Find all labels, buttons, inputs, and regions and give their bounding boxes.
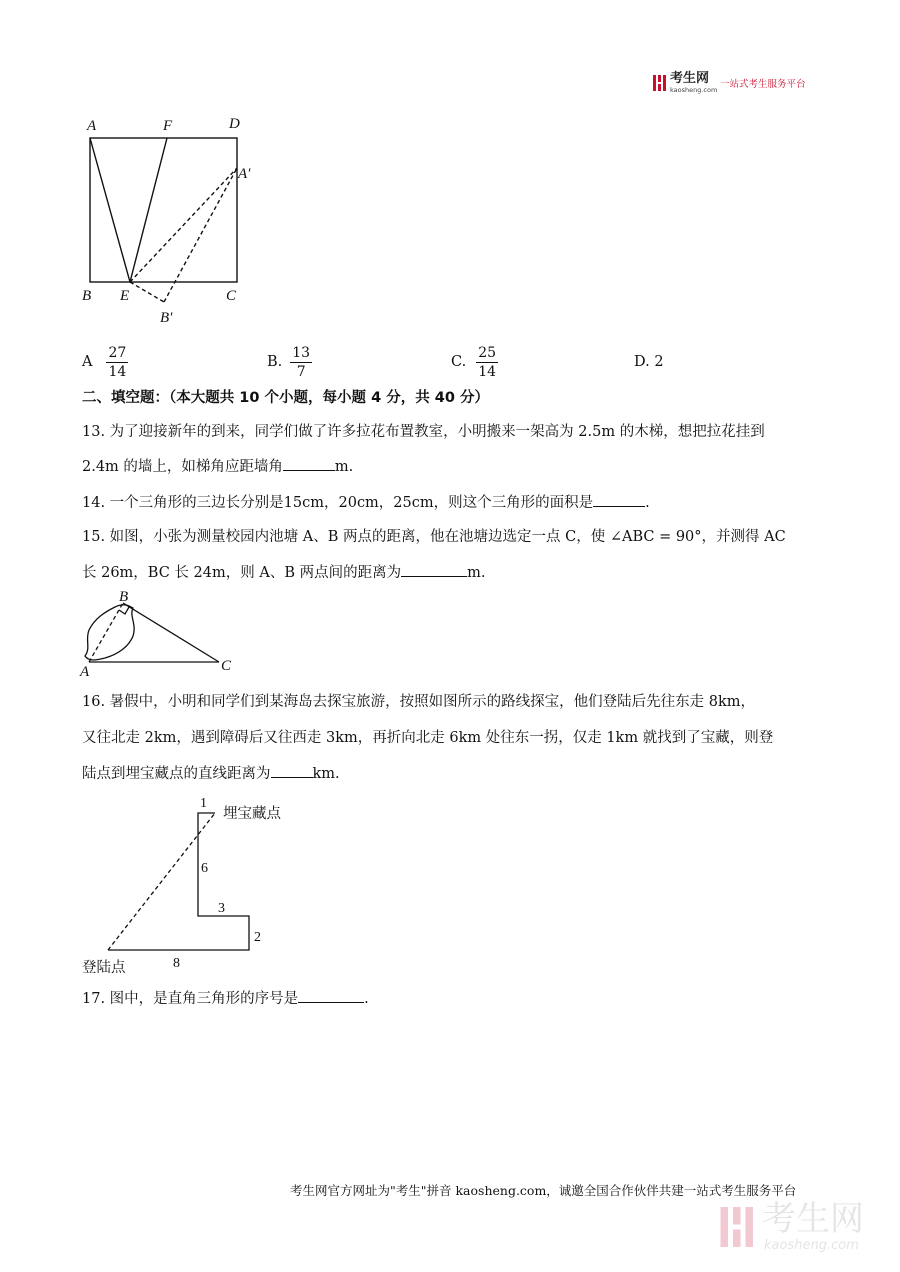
label-A: A: [87, 118, 97, 134]
route-label-treasure: 埋宝藏点: [223, 806, 281, 822]
figure-rectangle-fold: [75, 110, 275, 330]
q16-unit: km.: [312, 766, 340, 782]
q17-text: 17. 图中，是直角三角形的序号是: [82, 991, 299, 1007]
route-label-landing: 登陆点: [82, 960, 126, 976]
route-label-2: 2: [254, 930, 261, 945]
option-b-numerator: 13: [292, 344, 311, 361]
logo-url: kaosheng.com: [670, 86, 718, 94]
q13-line2-text: 2.4m 的墙上，如梯角应距墙角: [82, 459, 283, 475]
q13-answer-blank[interactable]: [283, 456, 335, 471]
label-A-prime: A′: [238, 166, 251, 182]
option-a-numerator: 27: [108, 344, 127, 361]
watermark: [718, 1200, 888, 1258]
option-c-numerator: 25: [478, 344, 497, 361]
option-b-denominator: 7: [296, 363, 306, 380]
label-E: E: [120, 288, 130, 304]
footer-text: 考生网官方网址为"考生"拼音 kaosheng.com，诚邀全国合作伙伴共建一站式考生服务平台: [290, 1183, 797, 1198]
route-label-3: 3: [218, 901, 225, 916]
q17-period: .: [364, 991, 369, 1007]
route-label-1: 1: [200, 796, 207, 811]
q16-line3: [82, 763, 340, 784]
label-C: C: [226, 288, 237, 304]
q15-answer-blank[interactable]: [401, 562, 467, 577]
option-d: D. 2: [634, 354, 664, 370]
option-b: [267, 340, 312, 384]
watermark-sub: kaosheng.com: [764, 1238, 859, 1253]
option-b-fraction: [290, 344, 312, 381]
q15-unit: m.: [467, 565, 486, 581]
q16-answer-blank[interactable]: [271, 763, 313, 778]
q16-line2: 又往北走 2km，遇到障碍后又往西走 3km，再折向北走 6km 处往东一拐，仅走 1km 就找到了宝藏，则登: [82, 730, 774, 746]
label-F: F: [163, 118, 173, 134]
q13-line2: [82, 456, 353, 477]
option-a-denominator: 14: [108, 363, 127, 380]
option-c-fraction: [476, 344, 498, 381]
route-label-8: 8: [173, 956, 180, 971]
q14-answer-blank[interactable]: [593, 492, 645, 507]
figure-treasure-route: [75, 790, 315, 980]
label-B: B: [82, 288, 92, 304]
watermark-logo-icon: [718, 1202, 758, 1256]
q15-line2-text: 长 26m，BC 长 24m，则 A、B 两点间的距离为: [82, 565, 402, 581]
option-a: [82, 340, 128, 384]
option-b-label: B.: [267, 354, 283, 370]
logo-tagline: 一站式考生服务平台: [720, 79, 806, 90]
pond-label-A: A: [80, 664, 90, 680]
label-D: D: [229, 116, 240, 132]
option-c-label: C.: [451, 354, 467, 370]
option-a-label: A: [82, 354, 93, 370]
q14-text: 14. 一个三角形的三边长分别是15cm，20cm，25cm，则这个三角形的面积是: [82, 495, 594, 511]
pond-label-C: C: [221, 658, 232, 674]
q13-line1: 13. 为了迎接新年的到来，同学们做了许多拉花布置教室，小明搬来一架高为 2.5m 的木梯，想把拉花挂到: [82, 424, 765, 440]
option-c-denominator: 14: [478, 363, 497, 380]
figure-pond: [75, 590, 245, 682]
label-B-prime: B′: [160, 310, 173, 326]
pond-label-B: B: [119, 590, 129, 605]
q15-line2: [82, 562, 485, 583]
q14-period: .: [645, 495, 650, 511]
section-heading: 二、填空题：（本大题共 10 个小题，每小题 4 分，共 40 分）: [82, 390, 489, 406]
q17-line: [82, 988, 369, 1009]
q16-line1: 16. 暑假中，小明和同学们到某海岛去探宝旅游，按照如图所示的路线探宝，他们登陆后先往东走 8km，: [82, 694, 756, 710]
watermark-text: 考生网: [762, 1199, 864, 1239]
header-logo: [652, 72, 822, 98]
q17-answer-blank[interactable]: [298, 988, 364, 1003]
logo-name: 考生网: [670, 71, 710, 86]
q15-line1: 15. 如图，小张为测量校园内池塘 A、B 两点的距离，他在池塘边选定一点 C，使 ∠ABC = 90°，并测得 AC: [82, 529, 786, 545]
route-label-6: 6: [201, 861, 208, 876]
q14-line: [82, 492, 650, 513]
q13-line2-unit: m.: [334, 459, 354, 475]
q16-line3-text: 陆点到埋宝藏点的直线距离为: [82, 766, 271, 782]
logo-mark-icon: [652, 74, 668, 92]
option-c: [451, 340, 498, 384]
option-a-fraction: [106, 344, 128, 381]
